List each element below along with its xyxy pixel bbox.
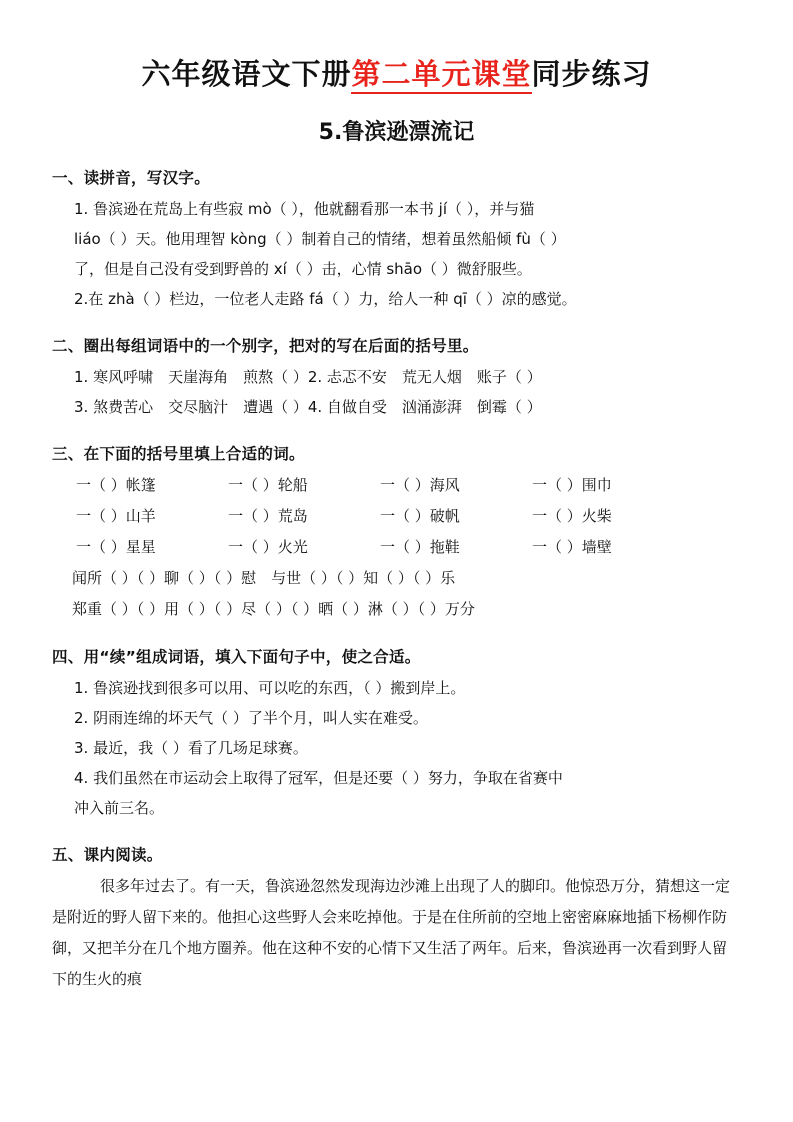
word-cell: 一（ ）轮船 [228, 476, 308, 494]
question-4-1: 1. 鲁滨逊找到很多可以用、可以吃的东西，（ ）搬到岸上。 [74, 679, 466, 697]
question-1-1-cont-b: 了，但是自己没有受到野兽的 xí（ ）击，心情 shāo（ ）微舒服些。 [74, 260, 532, 278]
section-heading-1: 一、读拼音，写汉字。 [52, 169, 211, 187]
word-cell: 一（ ）拖鞋 [380, 538, 460, 556]
question-2-1: 1. 寒风呼啸 天崖海角 煎熬（ ）2. 忐忑不安 荒无人烟 账子（ ） [74, 368, 542, 386]
word-cell: 一（ ）墙壁 [532, 538, 612, 556]
question-2-3: 3. 煞费苦心 交尽脑汁 遭遇（ ）4. 自做自受 汹涌澎湃 倒霉（ ） [74, 398, 542, 416]
page-title [52, 52, 741, 93]
question-1-1-cont-a: liáo（ ）天。他用理智 kòng（ ）制着自己的情绪，想着虽然船倾 fù（ ） [74, 230, 566, 248]
word-cell: 一（ ）星星 [76, 538, 156, 556]
section-heading-5: 五、课内阅读。 [52, 846, 163, 864]
question-4-2: 2. 阴雨连绵的坏天气（ ）了半个月，叫人实在难受。 [74, 709, 428, 727]
word-cell: 一（ ）围巾 [532, 476, 612, 494]
word-cell: 一（ ）火光 [228, 538, 308, 556]
word-cell: 一（ ）荒岛 [228, 507, 308, 525]
reading-paragraph: 很多年过去了。有一天，鲁滨逊忽然发现海边沙滩上出现了人的脚印。他惊恐万分，猜想这一定是附近的野人留下来的。他担心这些野人会来吃掉他。于是在住所前的空地上密密麻麻地插下杨柳作防御，又把羊分在几个地方圈养。他在这种不安的心情下又生活了两年。后来，鲁滨逊再一次看到野人留下的生火的痕 [52, 877, 731, 988]
question-1-2: 2.在 zhà（ ）栏边，一位老人走路 fá（ ）力，给人一种 qī（ ）凉的感觉。 [74, 290, 577, 308]
word-cell: 一（ ）山羊 [76, 507, 156, 525]
word-row-3 [52, 532, 741, 563]
word-cell: 一（ ）帐篷 [76, 476, 156, 494]
question-4-4-cont: 冲入前三名。 [74, 799, 165, 817]
idiom-row-2: 郑重（ ）（ ）用（ ）（ ）尽（ ）（ ）晒（ ）淋（ ）（ ）万分 [72, 600, 475, 618]
word-row-2 [52, 501, 741, 532]
title-part-2: 同步练习 [531, 57, 652, 91]
section-heading-4: 四、用“续”组成词语，填入下面句子中，使之合适。 [52, 648, 421, 666]
word-cell: 一（ ）海风 [380, 476, 460, 494]
idiom-row-1: 闻所（ ）（ ）聊（ ）（ ）慰 与世（ ）（ ）知（ ）（ ）乐 [72, 569, 456, 587]
section-heading-3: 三、在下面的括号里填上合适的词。 [52, 445, 305, 463]
word-cell: 一（ ）破帆 [380, 507, 460, 525]
word-cell: 一（ ）火柴 [532, 507, 612, 525]
section-heading-2: 二、圈出每组词语中的一个别字，把对的写在后面的括号里。 [52, 337, 479, 355]
title-part-1: 六年级语文下册 [141, 57, 352, 91]
lesson-subtitle: 5.鲁滨逊漂流记 [318, 120, 475, 145]
title-highlight: 第二单元课堂 [351, 57, 531, 94]
reading-passage [52, 871, 741, 995]
word-row-1 [52, 470, 741, 501]
question-4-3: 3. 最近，我（ ）看了几场足球赛。 [74, 739, 308, 757]
question-1-1: 1. 鲁滨逊在荒岛上有些寂 mò（ ），他就翻看那一本书 jí（ ），并与猫 [74, 200, 535, 218]
question-4-4: 4. 我们虽然在市运动会上取得了冠军，但是还要（ ）努力，争取在省赛中 [74, 769, 563, 787]
